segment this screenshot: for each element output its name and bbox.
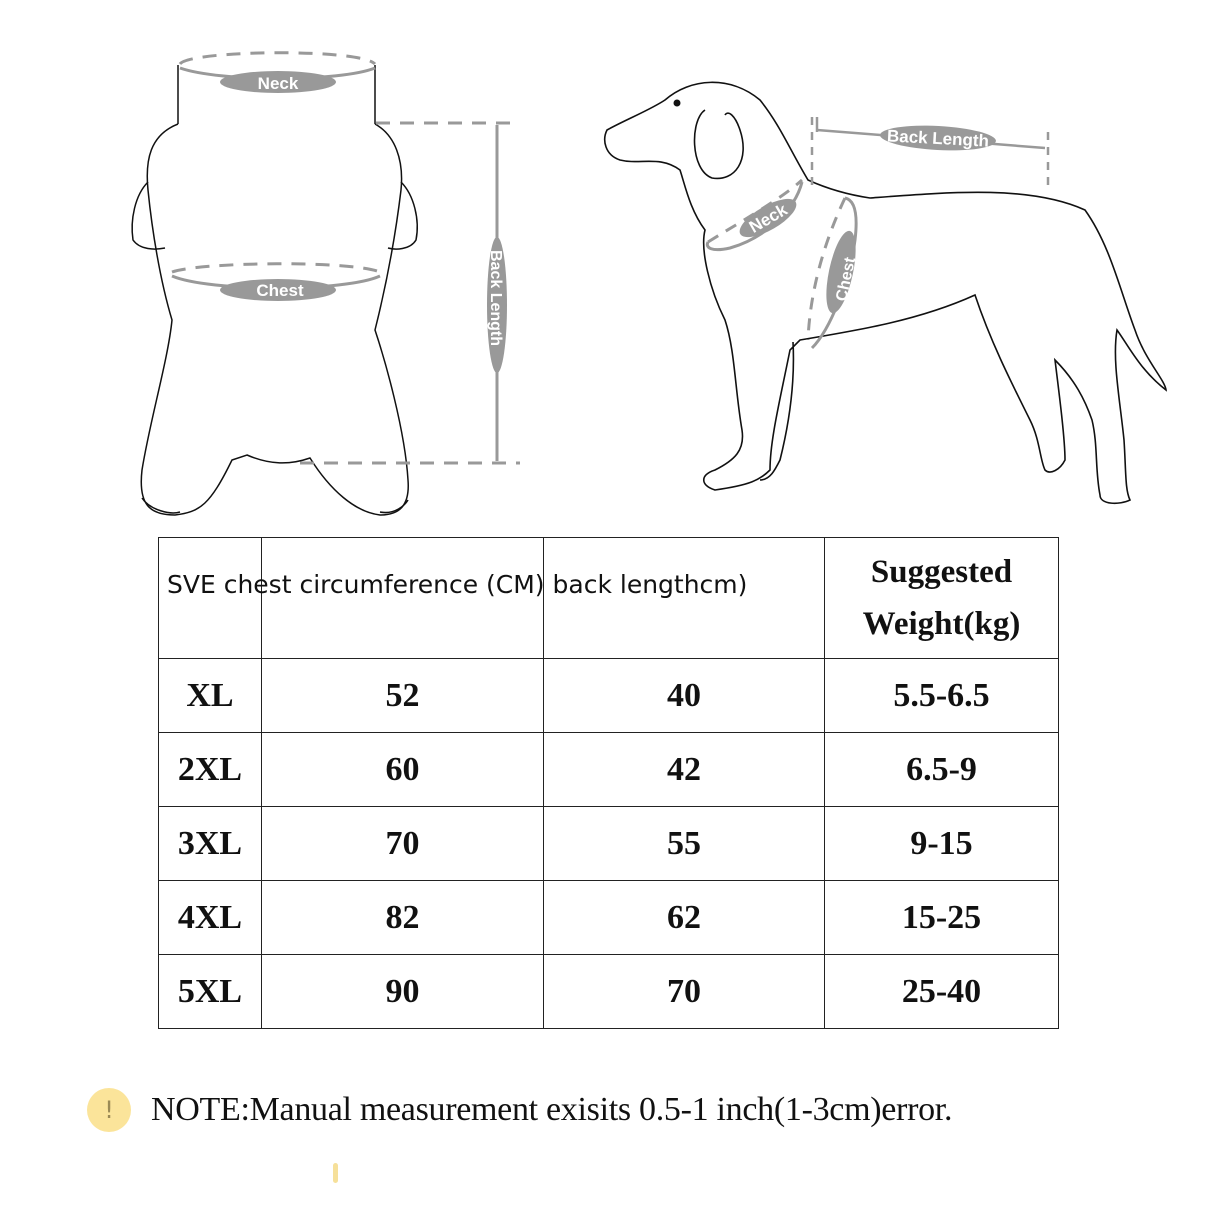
chest-cell: 70: [262, 807, 544, 881]
table-row: [159, 955, 1059, 1029]
dog-neck-label: Neck: [745, 200, 791, 237]
note-text: NOTE:Manual measurement exisits 0.5-1 inch(1-3cm)error.: [151, 1091, 953, 1128]
dog-back-length-label: Back Length: [886, 126, 990, 151]
table-row: [159, 881, 1059, 955]
header-weight-line1: Suggested: [870, 554, 1013, 590]
exclamation-icon: !: [87, 1088, 131, 1132]
garment-chest-label: Chest: [256, 281, 304, 300]
back-length-cell: 42: [544, 733, 825, 807]
chest-cell: 60: [262, 733, 544, 807]
weight-cell: 25-40: [825, 955, 1059, 1029]
weight-cell: 6.5-9: [825, 733, 1059, 807]
garment-and-dog-illustration: [0, 0, 1214, 530]
garment-back-length-label: Back Length: [487, 250, 504, 347]
size-chart-table: [158, 537, 1059, 1029]
header-weight-cell: [825, 538, 1059, 659]
size-cell: XL: [159, 659, 262, 733]
measurement-diagram: [0, 0, 1214, 530]
back-length-cell: 70: [544, 955, 825, 1029]
chest-cell: 82: [262, 881, 544, 955]
measurement-note: [87, 1088, 952, 1132]
garment-neck-label: Neck: [257, 74, 299, 93]
back-length-cell: 62: [544, 881, 825, 955]
table-row: [159, 659, 1059, 733]
dog-eye: [674, 100, 681, 107]
dog-chest-label: Chest: [833, 255, 860, 303]
header-weight-line2: Weight(kg): [862, 606, 1021, 642]
weight-cell: 9-15: [825, 807, 1059, 881]
chest-cell: 52: [262, 659, 544, 733]
table-row: [159, 807, 1059, 881]
size-cell: 4XL: [159, 881, 262, 955]
size-cell: 2XL: [159, 733, 262, 807]
header-merged-text: SVE chest circumference (CM) back lengthcm): [167, 570, 748, 599]
back-length-cell: 55: [544, 807, 825, 881]
table-header-row: [159, 538, 1059, 659]
back-length-cell: 40: [544, 659, 825, 733]
size-cell: 5XL: [159, 955, 262, 1029]
table-row: [159, 733, 1059, 807]
weight-cell: 15-25: [825, 881, 1059, 955]
weight-cell: 5.5-6.5: [825, 659, 1059, 733]
decorative-mark: [333, 1163, 338, 1183]
chest-cell: 90: [262, 955, 544, 1029]
header-merged-cell: [159, 538, 748, 659]
size-cell: 3XL: [159, 807, 262, 881]
dog-outline: [605, 82, 1166, 503]
